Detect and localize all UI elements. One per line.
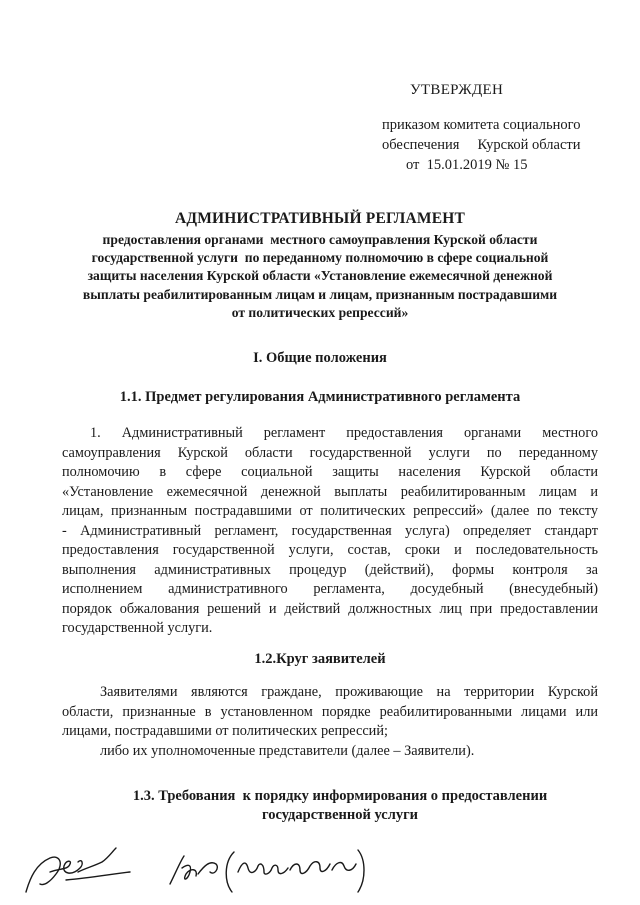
- subtitle-line: предоставления органами местного самоуправления Курской области: [102, 232, 538, 247]
- paragraph-line: самоуправления Курской области государственной услуги по переданному: [62, 444, 598, 461]
- paragraph-line: Заявителями являются граждане, проживающие на территории Курской: [100, 684, 598, 700]
- section-heading-line: государственной услуги: [261, 807, 419, 823]
- paragraph-line: полномочию в сфере социальной защиты населения Курской области: [62, 464, 598, 480]
- paragraph-line: «Установление ежемесячной денежной выплаты реабилитированным лицам и: [62, 483, 598, 500]
- document-title: АДМИНИСТРАТИВНЫЙ РЕГЛАМЕНТ: [174, 210, 466, 227]
- paragraph-line: предоставления государственной услуги, состав, сроки и последовательность: [62, 542, 598, 558]
- subtitle-line: выплаты реабилитированным лицам и лицам, признанным пострадавшими: [82, 286, 558, 302]
- approval-heading: УТВЕРЖДЕН: [410, 82, 504, 98]
- subtitle-line: защиты населения Курской области «Установление ежемесячной денежной: [87, 268, 553, 284]
- approval-line: приказом комитета социального: [382, 117, 581, 133]
- paragraph-applicants: [62, 683, 598, 761]
- handwritten-signatures: [20, 842, 400, 902]
- paragraph-line: порядок обжалования решений и действий должностных лиц при предоставлении: [62, 600, 598, 617]
- paragraph-line: либо их уполномоченные представители (далее – Заявители).: [100, 742, 475, 759]
- paragraph-regulation: [62, 424, 598, 639]
- section-heading-applicants: 1.2.Круг заявителей: [254, 651, 386, 667]
- approval-line: от 15.01.2019 № 15: [406, 157, 528, 173]
- paragraph-line: выполнения административных процедур (действий), формы контроля за: [62, 561, 598, 578]
- approval-line: обеспечения Курской области: [382, 137, 581, 153]
- paragraph-line: государственной услуги.: [62, 620, 213, 636]
- paragraph-line: - Административный регламент, государственная услуга) определяет стандарт: [62, 522, 598, 539]
- paragraph-line: лицам, признанным пострадавшими от политических репрессий» (далее по тексту: [62, 503, 598, 519]
- section-heading-general: I. Общие положения: [253, 350, 387, 366]
- paragraph-line: исполнением административного регламента, досудебный (внесудебный): [62, 581, 598, 597]
- paragraph-line: лицами, пострадавшими от политических репрессий;: [62, 723, 388, 739]
- section-heading-line: 1.3. Требования к порядку информирования о предоставлении: [132, 788, 548, 804]
- section-heading-informing: [80, 787, 600, 825]
- paragraph-line: 1. Административный регламент предоставления органами местного: [90, 425, 598, 441]
- subtitle-line: государственной услуги по переданному полномочию в сфере социальной: [91, 250, 549, 266]
- paragraph-line: области, признанные в установленном порядке реабилитированными лицами или: [62, 703, 598, 720]
- document-subtitle: [40, 231, 600, 322]
- section-heading-subject: 1.1. Предмет регулирования Административного регламента: [119, 389, 521, 405]
- approval-block: [382, 80, 622, 175]
- subtitle-line: от политических репрессий»: [231, 304, 409, 320]
